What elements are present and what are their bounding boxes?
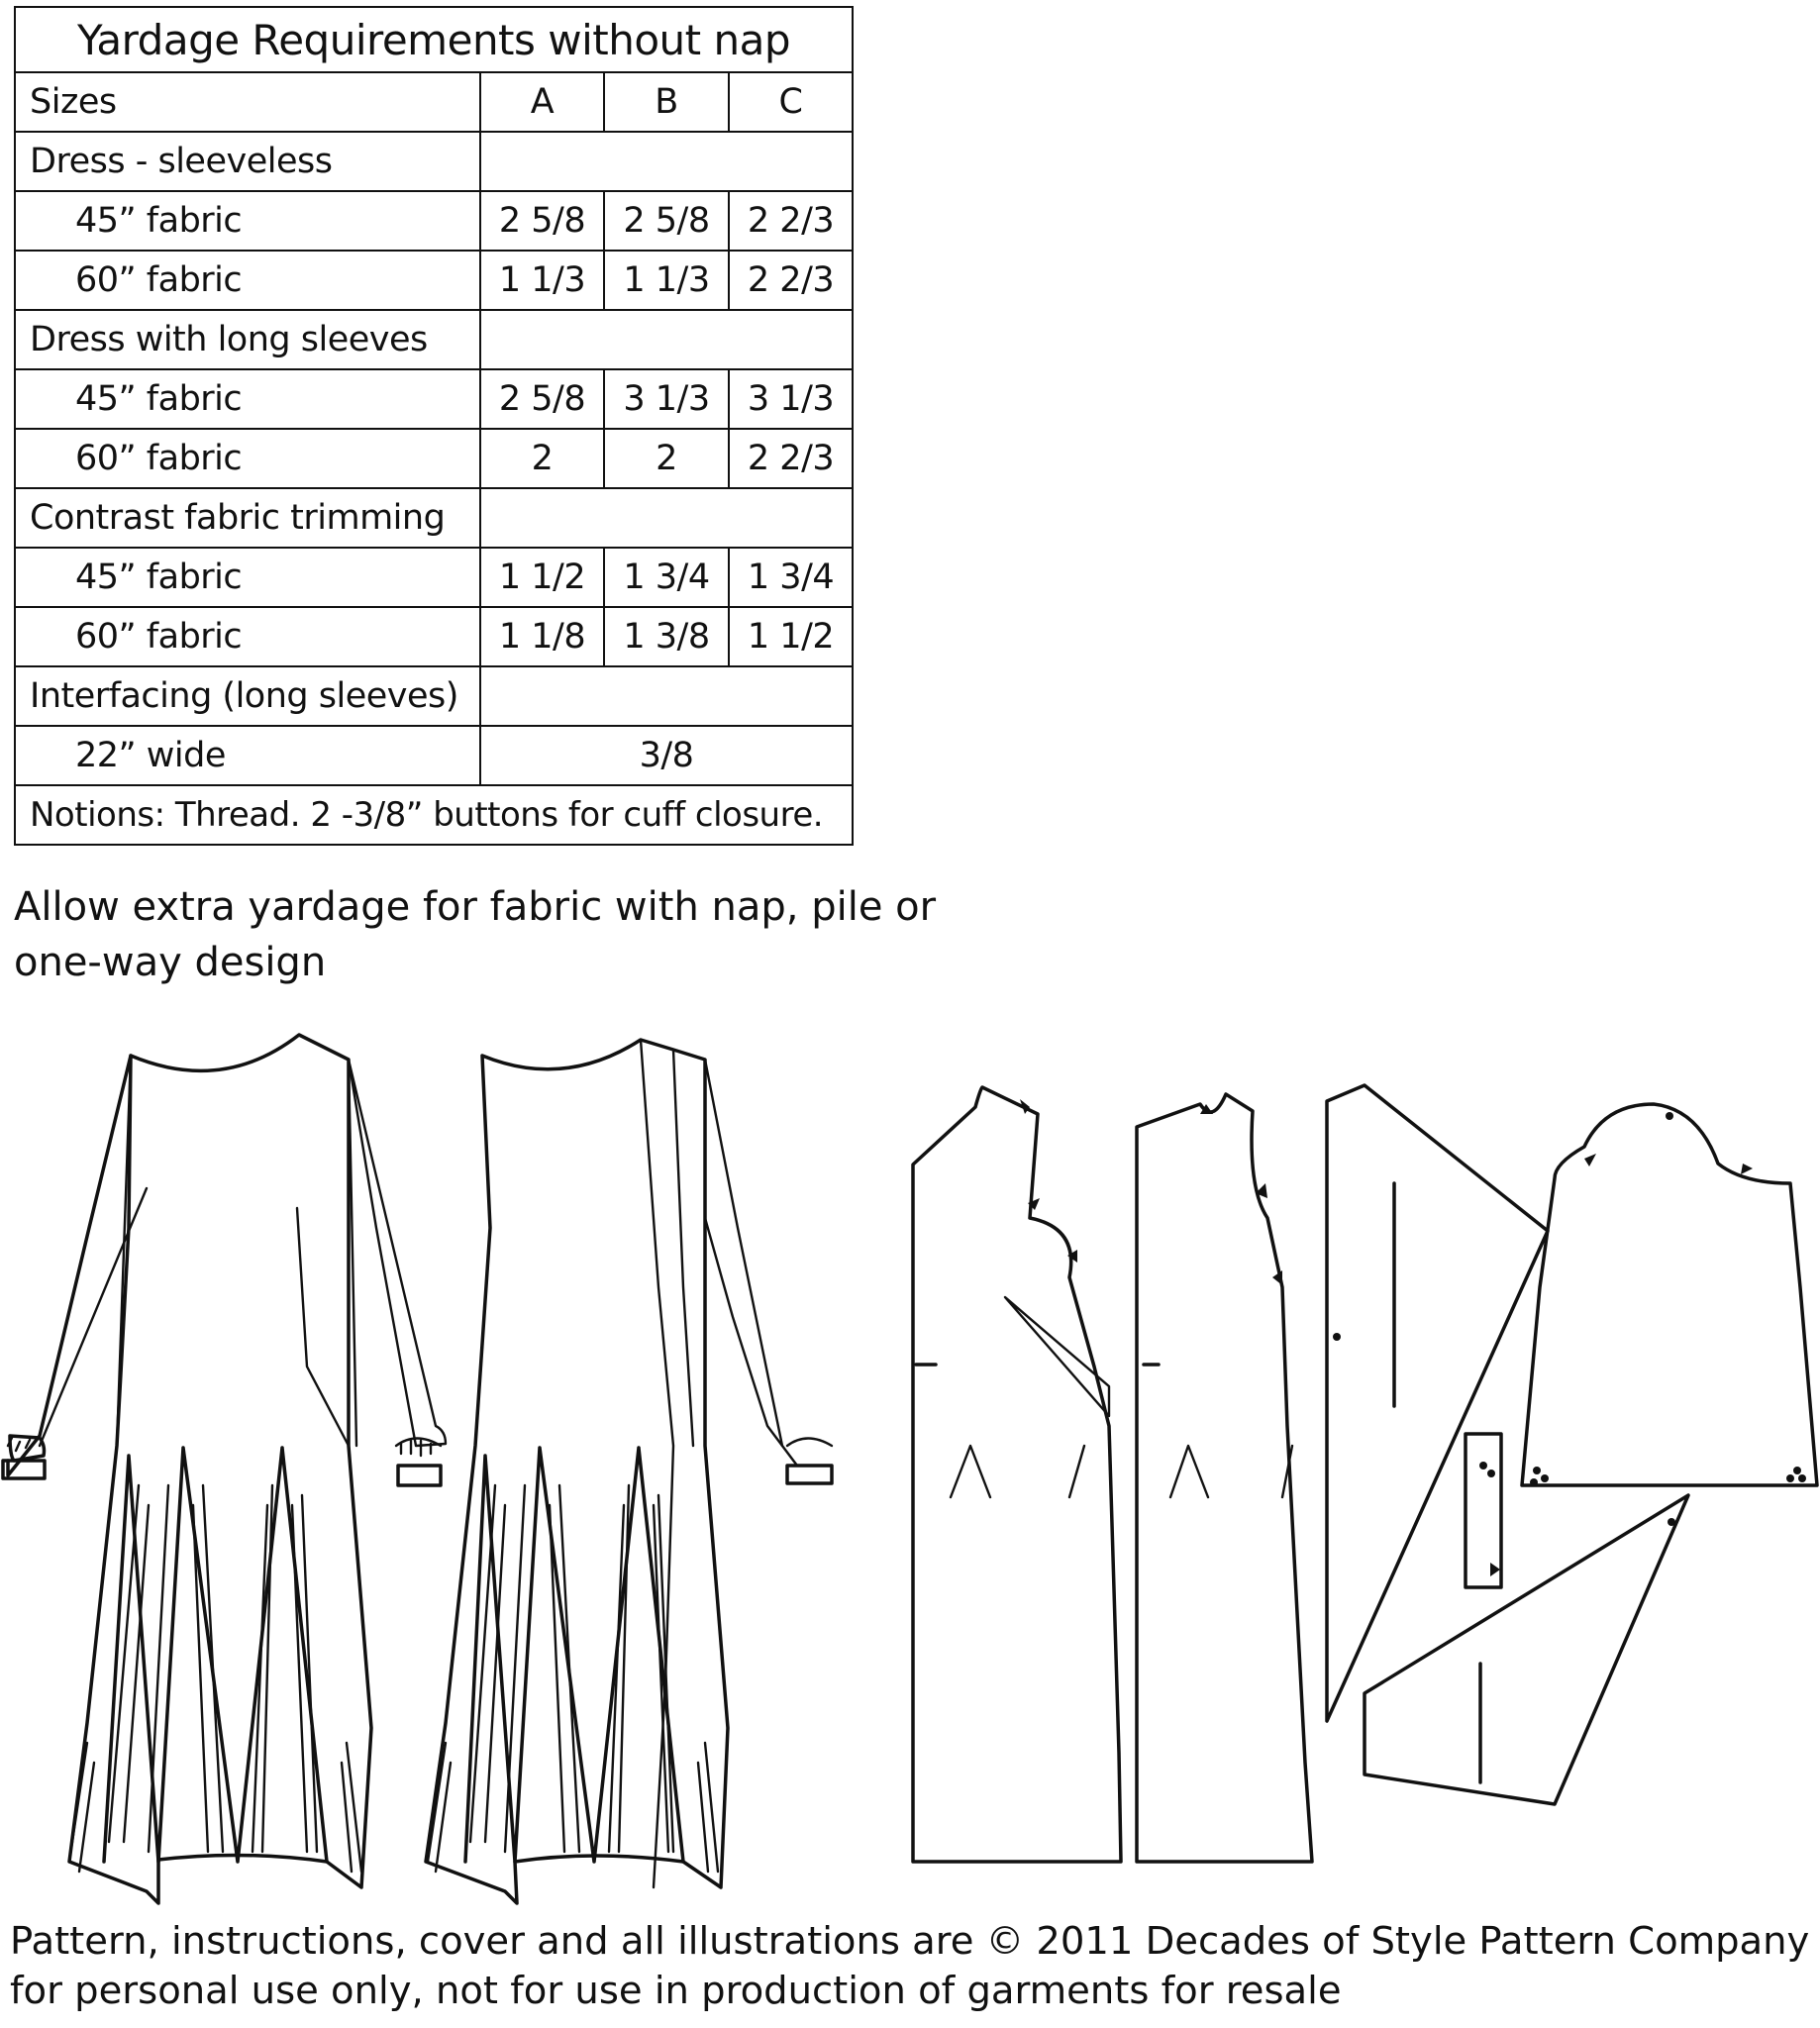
row-label: 22” wide — [15, 726, 480, 785]
dress-front-drawing — [3, 1035, 446, 1903]
copyright-notice — [10, 1917, 1809, 2016]
empty-cell — [480, 132, 853, 191]
row-label: 60” fabric — [15, 251, 480, 310]
copyright-line-2: for personal use only, not for use in production of garments for resale — [10, 1969, 1342, 2013]
cell-a: 1 1/2 — [480, 548, 604, 607]
cell-b: 2 — [604, 429, 729, 488]
cell-all-sizes: 3/8 — [480, 726, 853, 785]
cell-c: 2 2/3 — [729, 191, 853, 251]
notions-row — [15, 785, 853, 845]
front-bodice-piece — [913, 1087, 1121, 1862]
cell-c: 3 1/3 — [729, 369, 853, 429]
copyright-line-1: Pattern, instructions, cover and all illustrations are © 2011 Decades of Style Pattern Company — [10, 1919, 1810, 1964]
row-label: 60” fabric — [15, 429, 480, 488]
row-label: 45” fabric — [15, 191, 480, 251]
cell-a: 2 — [480, 429, 604, 488]
section-label: Dress with long sleeves — [15, 310, 480, 369]
yardage-table — [14, 6, 854, 846]
cell-c: 1 1/2 — [729, 607, 853, 666]
section-row — [15, 666, 853, 726]
section-row — [15, 488, 853, 548]
cell-a: 1 1/3 — [480, 251, 604, 310]
size-b-header: B — [604, 72, 729, 132]
trim-panel-piece — [1327, 1085, 1548, 1721]
table-row — [15, 191, 853, 251]
cell-b: 2 5/8 — [604, 191, 729, 251]
table-title: Yardage Requirements without nap — [15, 7, 853, 72]
nap-note — [14, 879, 936, 990]
cell-b: 1 1/3 — [604, 251, 729, 310]
cell-c: 2 2/3 — [729, 251, 853, 310]
cell-b: 1 3/8 — [604, 607, 729, 666]
cell-c: 2 2/3 — [729, 429, 853, 488]
table-row — [15, 251, 853, 310]
section-label: Interfacing (long sleeves) — [15, 666, 480, 726]
section-label: Dress - sleeveless — [15, 132, 480, 191]
row-label: 45” fabric — [15, 369, 480, 429]
cuff-piece — [1466, 1434, 1501, 1587]
sizes-label: Sizes — [15, 72, 480, 132]
table-row — [15, 726, 853, 785]
sleeve-piece — [1522, 1104, 1817, 1486]
illustrations — [0, 990, 1820, 1911]
table-header-row — [15, 72, 853, 132]
empty-cell — [480, 488, 853, 548]
nap-note-line-1: Allow extra yardage for fabric with nap, pile or — [14, 884, 937, 930]
dress-back-drawing — [426, 1040, 832, 1903]
size-c-header: C — [729, 72, 853, 132]
cell-a: 2 5/8 — [480, 369, 604, 429]
section-label: Contrast fabric trimming — [15, 488, 480, 548]
cell-a: 2 5/8 — [480, 191, 604, 251]
back-bodice-piece — [1137, 1094, 1312, 1862]
empty-cell — [480, 666, 853, 726]
cell-a: 1 1/8 — [480, 607, 604, 666]
section-row — [15, 132, 853, 191]
table-title-row — [15, 7, 853, 72]
cell-b: 1 3/4 — [604, 548, 729, 607]
section-row — [15, 310, 853, 369]
nap-note-line-2: one-way design — [14, 940, 327, 985]
size-a-header: A — [480, 72, 604, 132]
hem-insert-piece — [1365, 1495, 1688, 1804]
empty-cell — [480, 310, 853, 369]
notions-text: Notions: Thread. 2 -3/8” buttons for cuff closure. — [15, 785, 853, 845]
cell-b: 3 1/3 — [604, 369, 729, 429]
row-label: 45” fabric — [15, 548, 480, 607]
cell-c: 1 3/4 — [729, 548, 853, 607]
table-row — [15, 607, 853, 666]
table-row — [15, 369, 853, 429]
row-label: 60” fabric — [15, 607, 480, 666]
table-row — [15, 548, 853, 607]
table-row — [15, 429, 853, 488]
